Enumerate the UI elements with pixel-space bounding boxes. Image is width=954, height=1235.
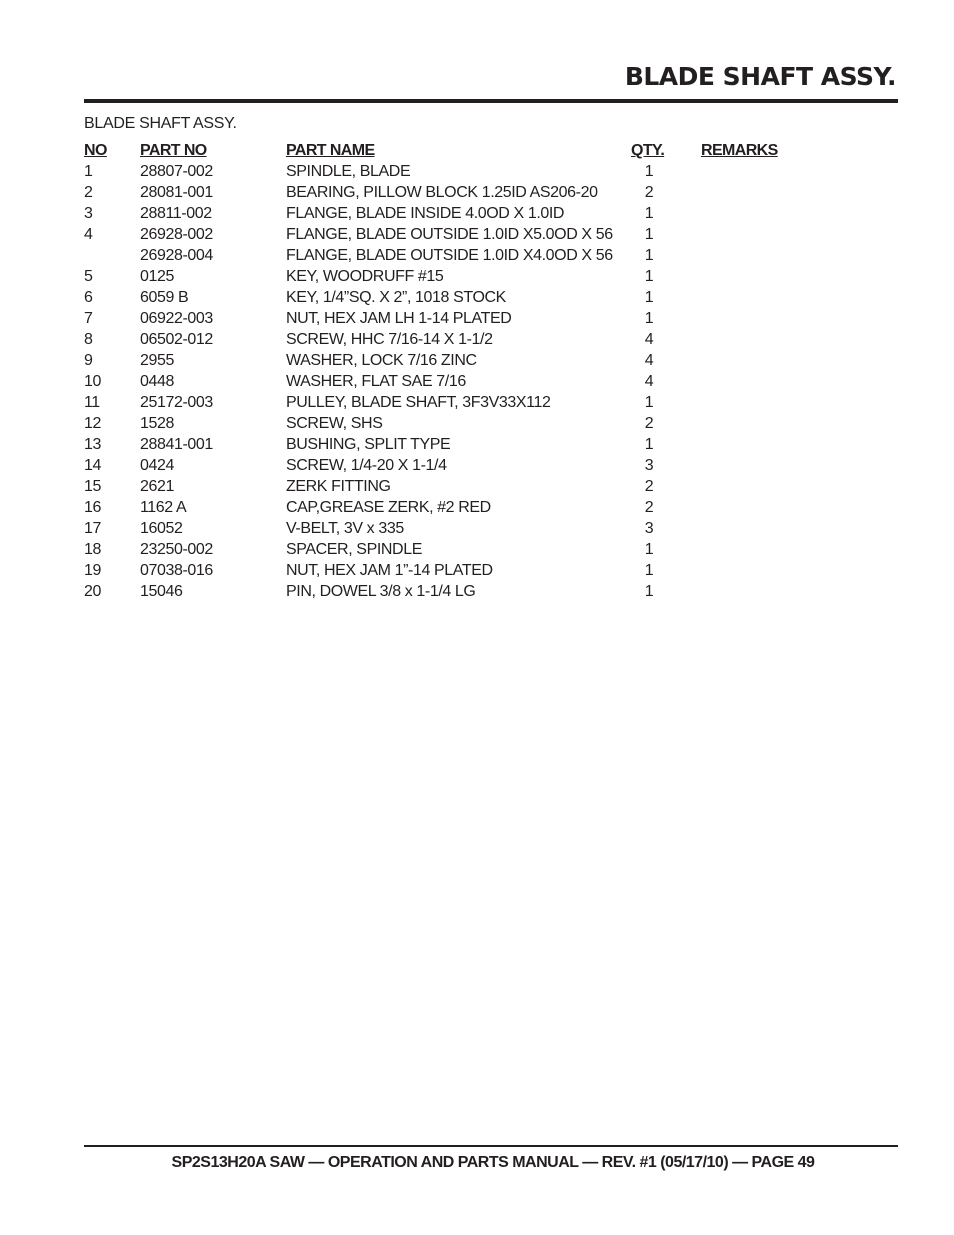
cell-no: 3	[84, 205, 93, 222]
cell-no: 13	[84, 436, 101, 453]
cell-part-name: SPACER, SPINDLE	[286, 541, 422, 558]
table-row	[84, 434, 824, 455]
cell-qty: 1	[644, 226, 654, 243]
table-row	[84, 308, 824, 329]
cell-part-no: 26928-004	[140, 247, 213, 264]
cell-qty: 2	[644, 415, 654, 432]
cell-qty: 1	[644, 436, 654, 453]
table-body	[84, 161, 824, 602]
cell-part-name: V-BELT, 3V x 335	[286, 520, 404, 537]
cell-qty: 1	[644, 268, 654, 285]
cell-part-name: BEARING, PILLOW BLOCK 1.25ID AS206-20	[286, 184, 598, 201]
cell-qty: 4	[644, 331, 654, 348]
cell-part-name: FLANGE, BLADE OUTSIDE 1.0ID X4.0OD X 56	[286, 247, 613, 264]
cell-part-name: KEY, WOODRUFF #15	[286, 268, 444, 285]
table-row	[84, 413, 824, 434]
cell-part-no: 15046	[140, 583, 183, 600]
cell-part-name: ZERK FITTING	[286, 478, 391, 495]
cell-part-name: SPINDLE, BLADE	[286, 163, 411, 180]
cell-part-no: 0424	[140, 457, 174, 474]
table-header-row	[84, 140, 824, 161]
cell-qty: 1	[644, 394, 654, 411]
footer-divider	[84, 1145, 898, 1147]
cell-qty: 3	[644, 520, 654, 537]
cell-qty: 1	[644, 289, 654, 306]
column-header-part-no: PART NO	[140, 142, 207, 159]
table-row	[84, 350, 824, 371]
cell-no: 15	[84, 478, 101, 495]
cell-no: 10	[84, 373, 101, 390]
table-row	[84, 329, 824, 350]
cell-part-no: 1528	[140, 415, 174, 432]
cell-part-name: WASHER, FLAT SAE 7/16	[286, 373, 466, 390]
cell-qty: 1	[644, 163, 654, 180]
table-row	[84, 287, 824, 308]
column-header-remarks: REMARKS	[701, 142, 778, 159]
cell-part-name: SCREW, SHS	[286, 415, 383, 432]
cell-part-name: WASHER, LOCK 7/16 ZINC	[286, 352, 477, 369]
cell-part-name: NUT, HEX JAM LH 1-14 PLATED	[286, 310, 512, 327]
cell-qty: 1	[644, 583, 654, 600]
cell-part-no: 25172-003	[140, 394, 213, 411]
cell-no: 17	[84, 520, 101, 537]
parts-table	[84, 140, 824, 602]
cell-qty: 1	[644, 247, 654, 264]
cell-part-name: FLANGE, BLADE INSIDE 4.0OD X 1.0ID	[286, 205, 565, 222]
table-row	[84, 476, 824, 497]
table-row	[84, 371, 824, 392]
table-row	[84, 518, 824, 539]
cell-part-no: 16052	[140, 520, 183, 537]
cell-qty: 2	[644, 184, 654, 201]
cell-qty: 4	[644, 352, 654, 369]
table-row	[84, 203, 824, 224]
cell-no: 1	[84, 163, 93, 180]
cell-no: 4	[84, 226, 93, 243]
cell-no: 5	[84, 268, 93, 285]
header-divider	[84, 99, 898, 103]
cell-qty: 1	[644, 205, 654, 222]
cell-part-no: 2955	[140, 352, 174, 369]
cell-qty: 4	[644, 373, 654, 390]
cell-part-no: 26928-002	[140, 226, 213, 243]
cell-part-name: SCREW, 1/4-20 X 1-1/4	[286, 457, 447, 474]
table-row	[84, 560, 824, 581]
cell-no: 16	[84, 499, 101, 516]
cell-no: 7	[84, 310, 93, 327]
cell-qty: 2	[644, 478, 654, 495]
cell-part-no: 28807-002	[140, 163, 213, 180]
cell-part-no: 07038-016	[140, 562, 213, 579]
cell-part-name: KEY, 1/4”SQ. X 2”, 1018 STOCK	[286, 289, 506, 306]
cell-part-name: FLANGE, BLADE OUTSIDE 1.0ID X5.0OD X 56	[286, 226, 613, 243]
column-header-qty: QTY.	[631, 142, 665, 159]
table-row	[84, 497, 824, 518]
table-row	[84, 539, 824, 560]
page-title: BLADE SHAFT ASSY.	[624, 62, 896, 91]
cell-no: 12	[84, 415, 101, 432]
cell-part-name: NUT, HEX JAM 1”-14 PLATED	[286, 562, 493, 579]
cell-part-no: 2621	[140, 478, 174, 495]
cell-part-no: 28841-001	[140, 436, 213, 453]
cell-qty: 1	[644, 562, 654, 579]
cell-no: 18	[84, 541, 101, 558]
cell-no: 2	[84, 184, 93, 201]
cell-no: 6	[84, 289, 93, 306]
cell-part-no: 28081-001	[140, 184, 213, 201]
cell-qty: 1	[644, 310, 654, 327]
cell-no: 11	[84, 394, 100, 411]
cell-part-no: 0125	[140, 268, 174, 285]
cell-part-name: PIN, DOWEL 3/8 x 1-1/4 LG	[286, 583, 476, 600]
cell-qty: 2	[644, 499, 654, 516]
cell-qty: 1	[644, 541, 654, 558]
cell-part-no: 0448	[140, 373, 174, 390]
table-row	[84, 392, 824, 413]
cell-no: 8	[84, 331, 93, 348]
cell-part-no: 28811-002	[140, 205, 212, 222]
cell-no: 9	[84, 352, 93, 369]
table-row	[84, 245, 824, 266]
table-row	[84, 182, 824, 203]
cell-part-no: 6059 B	[140, 289, 189, 306]
section-label: BLADE SHAFT ASSY.	[84, 115, 237, 132]
table-row	[84, 224, 824, 245]
cell-part-name: CAP,GREASE ZERK, #2 RED	[286, 499, 491, 516]
cell-part-no: 06922-003	[140, 310, 213, 327]
cell-no: 20	[84, 583, 101, 600]
column-header-no: NO	[84, 142, 107, 159]
table-row	[84, 581, 824, 602]
cell-part-name: BUSHING, SPLIT TYPE	[286, 436, 451, 453]
cell-part-no: 06502-012	[140, 331, 213, 348]
column-header-part-name: PART NAME	[286, 142, 375, 159]
cell-no: 14	[84, 457, 101, 474]
cell-no: 19	[84, 562, 101, 579]
cell-part-name: PULLEY, BLADE SHAFT, 3F3V33X112	[286, 394, 551, 411]
cell-part-name: SCREW, HHC 7/16-14 X 1-1/2	[286, 331, 493, 348]
page-footer: SP2S13H20A SAW — OPERATION AND PARTS MANUAL — REV. #1 (05/17/10) — PAGE 49	[171, 1154, 815, 1171]
table-row	[84, 266, 824, 287]
table-row	[84, 161, 824, 182]
cell-qty: 3	[644, 457, 654, 474]
cell-part-no: 1162 A	[140, 499, 187, 516]
cell-part-no: 23250-002	[140, 541, 213, 558]
table-row	[84, 455, 824, 476]
